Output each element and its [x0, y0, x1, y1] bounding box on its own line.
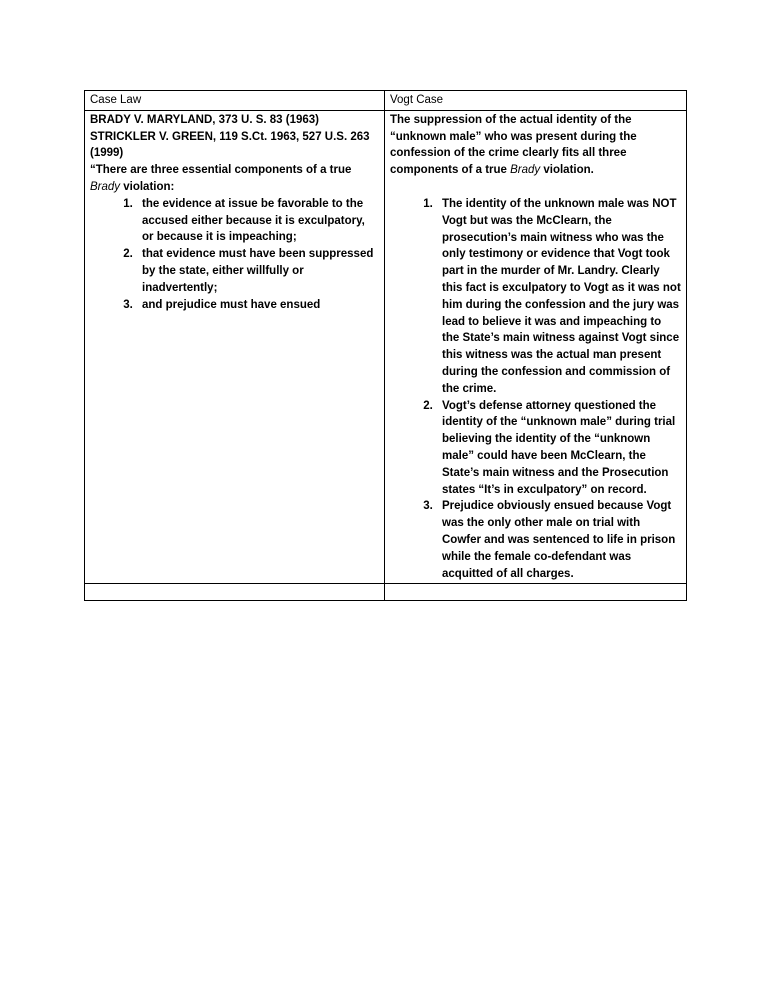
table-header-row	[85, 91, 687, 111]
list-item: 3. and prejudice must have ensued	[136, 297, 379, 314]
item1-not: NOT	[652, 197, 677, 210]
case-comparison-table	[84, 90, 687, 601]
item1-b: Vogt but was the McClearn, the prosecution’s main witness who was the only testimony or evidence that Vogt took part in the murder of Mr. Landry. Clearly this fact is exculpatory to Vogt as it was not him during the confession and the jury was lead to believe it was and impeaching to the State’s main witness against Vogt since this witness was the actual man present during the confession and commission of the crime.	[442, 214, 681, 395]
vogt-points-list	[390, 196, 681, 582]
brady-quote-intro	[90, 162, 379, 196]
citation-strickler: STRICKLER V. GREEN, 119 S.Ct. 1963, 527 U.S. 263 (1999)	[90, 130, 370, 160]
empty-cell-left	[85, 584, 385, 601]
intro-pre: The suppression of the actual identity of the “unknown male” who was present during the confession of the crime clearly fits all three components of a true	[390, 113, 637, 177]
intro-brady-italic: Brady	[510, 164, 541, 177]
case-law-cell	[85, 110, 385, 584]
list-item: 1. the evidence at issue be favorable to the accused either because it is exculpatory, or because it is impeaching;	[136, 196, 379, 246]
quote-brady-italic: Brady	[90, 180, 121, 193]
empty-cell-right	[385, 584, 687, 601]
table-body-row	[85, 110, 687, 584]
intro-post: violation.	[540, 164, 594, 177]
vogt-case-cell	[385, 110, 687, 584]
quote-pre: “There are three essential components of a true	[90, 164, 352, 177]
table-empty-row	[85, 584, 687, 601]
list-item: 2. that evidence must have been suppressed by the state, either willfully or inadvertently;	[136, 246, 379, 296]
list-item	[436, 196, 681, 398]
citation-brady: BRADY V. MARYLAND, 373 U. S. 83 (1963)	[90, 113, 320, 126]
header-case-law: Case Law	[85, 91, 385, 111]
list-item: 3. Prejudice obviously ensued because Vogt was the only other male on trial with Cowfer and was sentenced to life in prison while the female co-defendant was acquitted of all charges.	[436, 498, 681, 582]
vogt-intro	[390, 112, 681, 179]
header-vogt-case: Vogt Case	[385, 91, 687, 111]
item1-a: The identity of the unknown male was	[442, 197, 653, 210]
list-item: 2. Vogt’s defense attorney questioned the identity of the “unknown male” during trial believing the identity of the “unknown male” could have been McClearn, the State’s main witness and the Prosecution states “It’s in exculpatory” on record.	[436, 398, 681, 499]
quote-post: violation:	[120, 180, 175, 193]
brady-components-list	[90, 196, 379, 314]
